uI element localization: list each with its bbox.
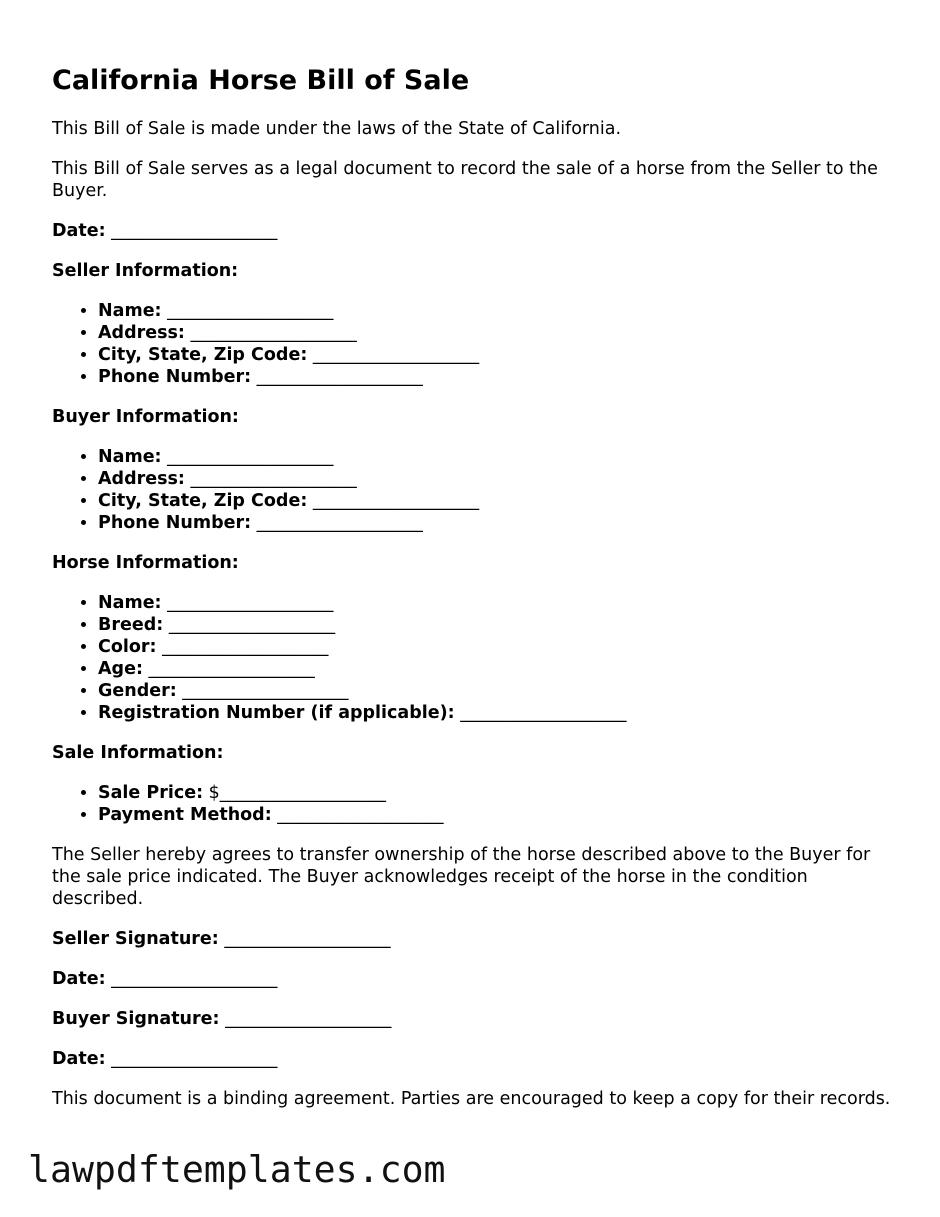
buyer-info-heading: Buyer Information: [52, 407, 239, 427]
buyer-phone-label: Phone Number: [98, 513, 252, 533]
seller-info-heading: Seller Information: [52, 261, 239, 281]
buyer-name-blank: ___________________ [167, 447, 334, 467]
horse-gender-label: Gender: [98, 681, 177, 701]
horse-registration-label: Registration Number (if applicable): [98, 703, 455, 723]
sale-date-label: Date: [52, 221, 106, 241]
list-item [98, 592, 902, 614]
seller-address-label: Address: [98, 323, 185, 343]
buyer-address-blank: ___________________ [190, 469, 357, 489]
buyer-phone-blank: ___________________ [256, 513, 423, 533]
seller-signature-blank: ___________________ [224, 929, 391, 949]
seller-phone-label: Phone Number: [98, 367, 252, 387]
seller-name-label: Name: [98, 301, 162, 321]
seller-date-label: Date: [52, 969, 106, 989]
seller-signature-label: Seller Signature: [52, 929, 219, 949]
agreement-statement: The Seller hereby agrees to transfer ownership of the horse described above to the Buyer for the sale price indicated. The Buyer acknowledges receipt of the horse in the condition described. [52, 845, 871, 909]
list-item [98, 344, 902, 366]
horse-info-heading: Horse Information: [52, 553, 239, 573]
sale-date-line [52, 220, 902, 242]
buyer-name-label: Name: [98, 447, 162, 467]
seller-city-label: City, State, Zip Code: [98, 345, 308, 365]
document-page [52, 62, 902, 1128]
buyer-city-blank: ___________________ [312, 491, 480, 511]
buyer-date-label: Date: [52, 1049, 106, 1069]
intro-law-statement: This Bill of Sale is made under the laws of the State of California. [52, 119, 622, 139]
seller-name-blank: ___________________ [167, 301, 334, 321]
horse-registration-blank: ___________________ [460, 703, 627, 723]
buyer-date-blank: ___________________ [111, 1049, 278, 1069]
buyer-info-list [52, 446, 902, 534]
list-item [98, 468, 902, 490]
seller-date-line [52, 968, 902, 990]
seller-date-blank: ___________________ [111, 969, 278, 989]
intro-purpose-statement: This Bill of Sale serves as a legal document to record the sale of a horse from the Seller to the Buyer. [52, 159, 878, 201]
list-item [98, 446, 902, 468]
buyer-city-label: City, State, Zip Code: [98, 491, 308, 511]
seller-address-blank: ___________________ [190, 323, 357, 343]
sale-price-blank: $___________________ [208, 783, 387, 803]
horse-color-label: Color: [98, 637, 157, 657]
horse-name-blank: ___________________ [167, 593, 334, 613]
list-item [98, 512, 902, 534]
payment-method-blank: ___________________ [277, 805, 444, 825]
buyer-signature-line [52, 1008, 902, 1030]
document-title: California Horse Bill of Sale [52, 65, 470, 96]
list-item [98, 804, 902, 826]
list-item [98, 702, 902, 724]
horse-color-blank: ___________________ [162, 637, 329, 657]
sale-price-label: Sale Price: [98, 783, 204, 803]
seller-signature-line [52, 928, 902, 950]
sale-info-heading: Sale Information: [52, 743, 224, 763]
list-item [98, 614, 902, 636]
seller-info-list [52, 300, 902, 388]
list-item [98, 782, 902, 804]
list-item [98, 658, 902, 680]
list-item [98, 366, 902, 388]
buyer-date-line [52, 1048, 902, 1070]
list-item [98, 636, 902, 658]
buyer-address-label: Address: [98, 469, 185, 489]
buyer-signature-blank: ___________________ [225, 1009, 392, 1029]
footer-watermark: lawpdftemplates.com [28, 1148, 446, 1191]
list-item [98, 300, 902, 322]
closing-statement: This document is a binding agreement. Parties are encouraged to keep a copy for their records. [52, 1089, 891, 1109]
horse-name-label: Name: [98, 593, 162, 613]
horse-breed-label: Breed: [98, 615, 164, 635]
payment-method-label: Payment Method: [98, 805, 272, 825]
sale-date-blank: ___________________ [111, 221, 278, 241]
horse-age-blank: ___________________ [148, 659, 315, 679]
buyer-signature-label: Buyer Signature: [52, 1009, 220, 1029]
sale-info-list [52, 782, 902, 826]
list-item [98, 490, 902, 512]
horse-gender-blank: ___________________ [182, 681, 349, 701]
horse-breed-blank: ___________________ [168, 615, 336, 635]
seller-city-blank: ___________________ [312, 345, 480, 365]
list-item [98, 322, 902, 344]
seller-phone-blank: ___________________ [256, 367, 423, 387]
horse-age-label: Age: [98, 659, 143, 679]
list-item [98, 680, 902, 702]
horse-info-list [52, 592, 902, 724]
